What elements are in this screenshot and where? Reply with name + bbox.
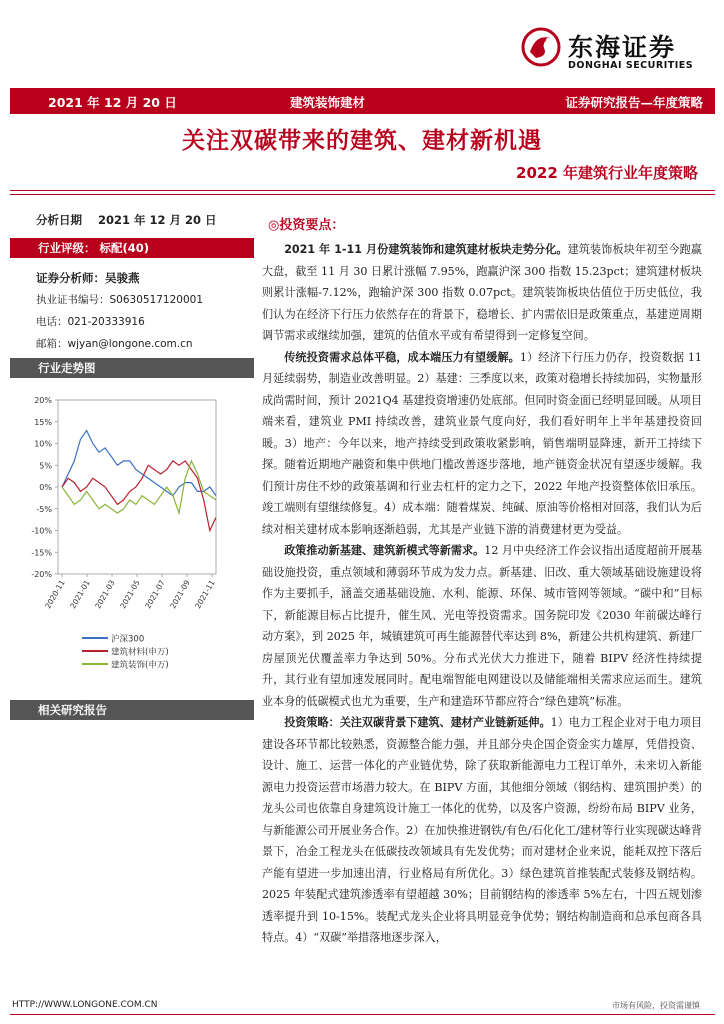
header-report-type: 证券研究报告—年度策略 [565, 95, 703, 110]
series-line-3 [62, 461, 216, 513]
rating-value: 标配(40) [99, 241, 150, 255]
paragraph-2-lead: 传统投资需求总体平稳，成本端压力有望缓解。 [284, 350, 520, 364]
paragraph-3-text: 12 月中央经济工作会议指出适度超前开展基础设施投资，重点领域和薄弱环节成为发力点。新基建、旧改、重大领域基础设施建设将作为主要抓手，涵盖交通基础设施、水利、能源、环保、城市管网等领域。“碳中和”目标下，新能源目标占比提升，催生风、光电等投资需求。国务院印发《2030 年前碳达峰行动方案》，到 2025 年，城镇建筑可再生能源替代率达到 8%，新建公共机构建筑、新建厂房屋顶光伏覆盖率力争达到 50%。分布式光伏大力推进下，随着 BIPV 经济性持续提升，其行业有望加速发展同时。配电端智能电网建设以及储能端相关需求应运而生。建筑业本身的低碳模式也尤为重要，生产和建造环节都应符合“绿色建筑”标准。 [262, 544, 702, 708]
paragraph-1-lead: 2021 年 1-11 月份建筑装饰和建筑建材板块走势分化。 [284, 243, 568, 256]
paragraph-4-lead: 投资策略：关注双碳背景下建筑、建材产业链新延伸。 [284, 716, 551, 729]
dragon-logo-icon [520, 26, 562, 68]
phone-label: 电话： [36, 316, 68, 328]
title-divider [10, 190, 715, 191]
analyst-label: 证券分析师： [36, 271, 105, 285]
analyst [36, 270, 140, 286]
footer-disclaimer: 市场有风险，投资需谨慎 [612, 1001, 700, 1010]
page-subtitle: 2022 年建筑行业年度策略 [516, 164, 698, 182]
analysis-date-value: 2021 年 12 月 20 日 [98, 213, 217, 227]
paragraph-4-text: 1）电力工程企业对于电力项目建设各环节都比较熟悉，资源整合能力强，并且部分央企国企资金实力雄厚，凭借投资、设计、施工、运营一体化的产业链优势，除了获取新能源电力工程订单外，未来切入新能源电力投资运营市场潜力较大。在 BIPV 方面，其他细分领域（钢结构、建筑围护类）的龙头公司也依靠自身建筑设计施工一体化的优势，以及客户资源，纷纷布局 BIPV 业务，与新能源公司开展业务合作。2）在加快推进钢铁/有色/石化化工/建材等行业实现碳达峰背景下，冶金工程龙头在低碳技改领域具有先发优势；而对建材企业来说，能耗双控下落后产能有望进一步加速出清，行业格局有所优化。3）绿色建筑首推装配式装修及钢结构。2025 年装配式建筑渗透率有望超越 30%；目前钢结构的渗透率 5%左右，十四五规划渗透率提升到 10-15%。装配式龙头企业将具明显竞争优势；钢结构制造商和总承包商各具特点。4）“双碳”举措落地逐步深入， [262, 716, 702, 944]
title-divider-2 [10, 194, 715, 195]
rating-bar [10, 238, 254, 258]
paragraph-4 [262, 712, 702, 949]
trend-chart [10, 384, 254, 724]
legend-label-1: 沪深300 [111, 634, 145, 645]
analysis-date-label: 分析日期 [36, 213, 82, 227]
phone-value: 021-20333916 [67, 316, 145, 328]
y-tick-label: -5% [36, 504, 52, 514]
y-tick-label: 5% [39, 461, 52, 471]
phone [36, 314, 145, 329]
header-bar [10, 88, 715, 114]
paragraph-1-text: 建筑装饰板块年初至今跑赢大盘，截至 11 月 30 日累计涨幅 7.95%，跑赢沪深 300 指数 15.23pct；建筑建材板块则累计涨幅-7.12%，跑输沪深 300 指数 0.07pct。建筑装饰板块估值位于历史低位，我们认为在经济下行压力依然存在的背景下，稳增长、扩内需依旧是政策重点，基建逆周期调节需求或继续加强，建筑的估值水平或有希望得到一定修复空间。 [262, 243, 702, 342]
x-tick-label: 2021-03 [93, 578, 117, 611]
header-sector: 建筑装饰建材 [290, 95, 366, 110]
analysis-date [36, 212, 217, 228]
email [36, 336, 193, 351]
page-title: 关注双碳带来的建筑、建材新机遇 [182, 127, 542, 154]
paragraph-2-text: 1）经济下行压力仍存，投资数据 11 月延续弱势，制造业改善明显。2）基建：三季度以来，政策对稳增长持续加码，实物量形成尚需时间，预计 2021Q4 基建投资增速仍处底部。但同时资金面已经明显回暖。从项目端来看，建筑业 PMI 持续改善，建筑业景气度向好，我们看好明年上半年基建投资回暖。3）地产：今年以来，地产持续受到政策收紧影响，销售端明显降速，新开工持续下探。随着近期地产融资和集中供地门槛改善逐步落地，地产链资金状况有望逐步缓解。我们预计房住不炒的政策基调和行业去杠杆的定力之下，2022 年地产投资整体依旧承压。竣工端则有望继续修复。4）成本端：随着煤炭、纯碱、原油等价格相对回落，我们认为后续对相关建材成本影响逐渐趋弱，尤其是产业链下游的消费建材更为受益。 [262, 350, 702, 536]
brand-logo [520, 20, 700, 78]
related-section-header: 相关研究报告 [10, 700, 254, 720]
legend-label-3: 建筑装饰(申万) [111, 660, 169, 671]
x-tick-label: 2020-11 [43, 578, 67, 611]
paragraph-1 [262, 239, 702, 347]
paragraph-2 [262, 347, 702, 541]
footer-url[interactable]: HTTP://WWW.LONGONE.COM.CN [12, 1000, 158, 1010]
y-tick-label: 20% [34, 396, 52, 405]
trend-section-header: 行业走势图 [10, 358, 254, 378]
y-tick-label: -15% [31, 548, 52, 558]
rating-label: 行业评级： [38, 241, 96, 255]
brand-name-en: DONGHAI SECURITIES [568, 60, 694, 71]
legend-label-2: 建筑材料(申万) [111, 647, 169, 658]
cert-value: S0630517120001 [109, 294, 204, 306]
email-value[interactable]: wjyan@longone.com.cn [67, 338, 193, 350]
email-label: 邮箱： [36, 338, 68, 350]
footer-divider [10, 1014, 715, 1015]
y-tick-label: -10% [31, 526, 52, 536]
key-points-body [262, 239, 702, 949]
paragraph-3-lead: 政策推动新基建、建筑新模式等新需求。 [284, 544, 485, 557]
y-tick-label: 15% [34, 417, 52, 427]
paragraph-3 [262, 540, 702, 712]
y-tick-label: 0% [39, 483, 52, 492]
x-tick-label: 2021-11 [193, 578, 217, 611]
cert-number [36, 292, 203, 307]
chart-frame [58, 400, 216, 574]
x-tick-label: 2021-05 [118, 578, 142, 611]
brand-name-cn: 东海证券 [568, 33, 677, 62]
key-points-heading: ◎投资要点： [268, 218, 345, 233]
cert-label: 执业证书编号： [36, 294, 110, 306]
y-tick-label: -20% [31, 570, 52, 579]
x-tick-label: 2021-07 [143, 578, 167, 611]
y-tick-label: 10% [34, 439, 52, 449]
header-date: 2021 年 12 月 20 日 [48, 95, 177, 110]
x-tick-label: 2021-01 [68, 578, 92, 611]
x-tick-label: 2021-09 [168, 578, 192, 611]
analyst-name: 吴骏燕 [105, 271, 140, 285]
